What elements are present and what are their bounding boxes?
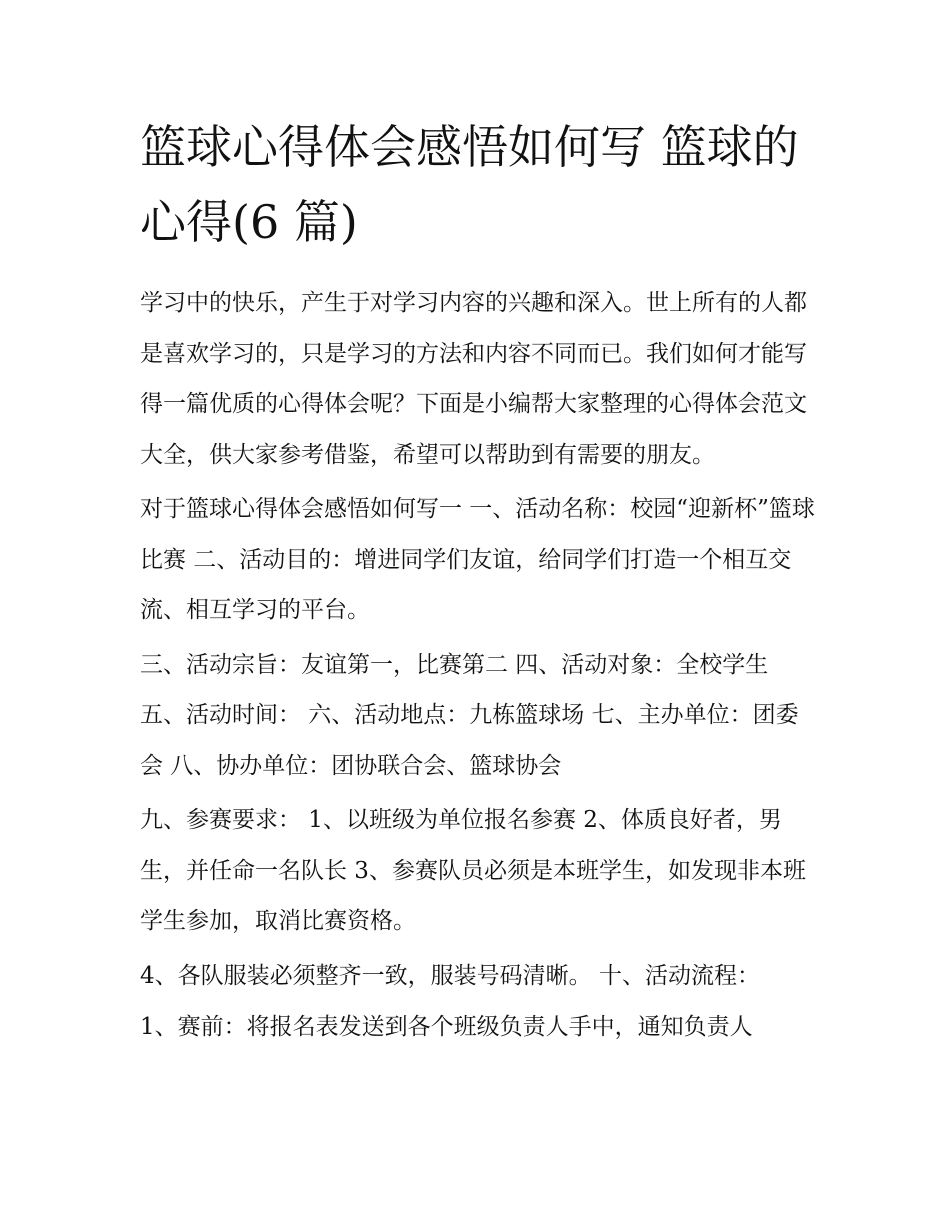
body-paragraph-pre-game: 1、赛前：将报名表发送到各个班级负责人手中，通知负责人 [140, 1014, 753, 1040]
body-paragraph-requirements: 九、参赛要求： 1、以班级为单位报名参赛 2、体质良好者，男生，并任命一名队长 3、参赛队员必须是本班学生，如发现非本班学生参加，取消比赛资格。 [140, 807, 806, 934]
body-paragraph-activity-purpose: 三、活动宗旨：友谊第一，比赛第二 四、活动对象：全校学生 五、活动时间： 六、活动地点：九栋篮球场 七、主办单位：团委会 八、协办单位：团协联合会、篮球协会 [140, 651, 799, 779]
document-content [140, 110, 815, 1053]
intro-paragraph: 学习中的快乐，产生于对学习内容的兴趣和深入。世上所有的人都是喜欢学习的，只是学习的方法和内容不同而已。我们如何才能写得一篇优质的心得体会呢？下面是小编帮大家整理的心得体会范文大全，供大家参考借鉴，希望可以帮助到有需要的朋友。 [140, 290, 807, 468]
document-title: 篮球心得体会感悟如何写 篮球的心得(6 篇) [140, 120, 799, 249]
body-paragraph-uniforms: 4、各队服装必须整齐一致，服装号码清晰。 十、活动流程： [140, 962, 760, 989]
body-paragraph-activity-name: 对于篮球心得体会感悟如何写一 一、活动名称：校园“迎新杯”篮球比赛 二、活动目的：增进同学们友谊，给同学们打造一个相互交流、相互学习的平台。 [140, 496, 815, 623]
